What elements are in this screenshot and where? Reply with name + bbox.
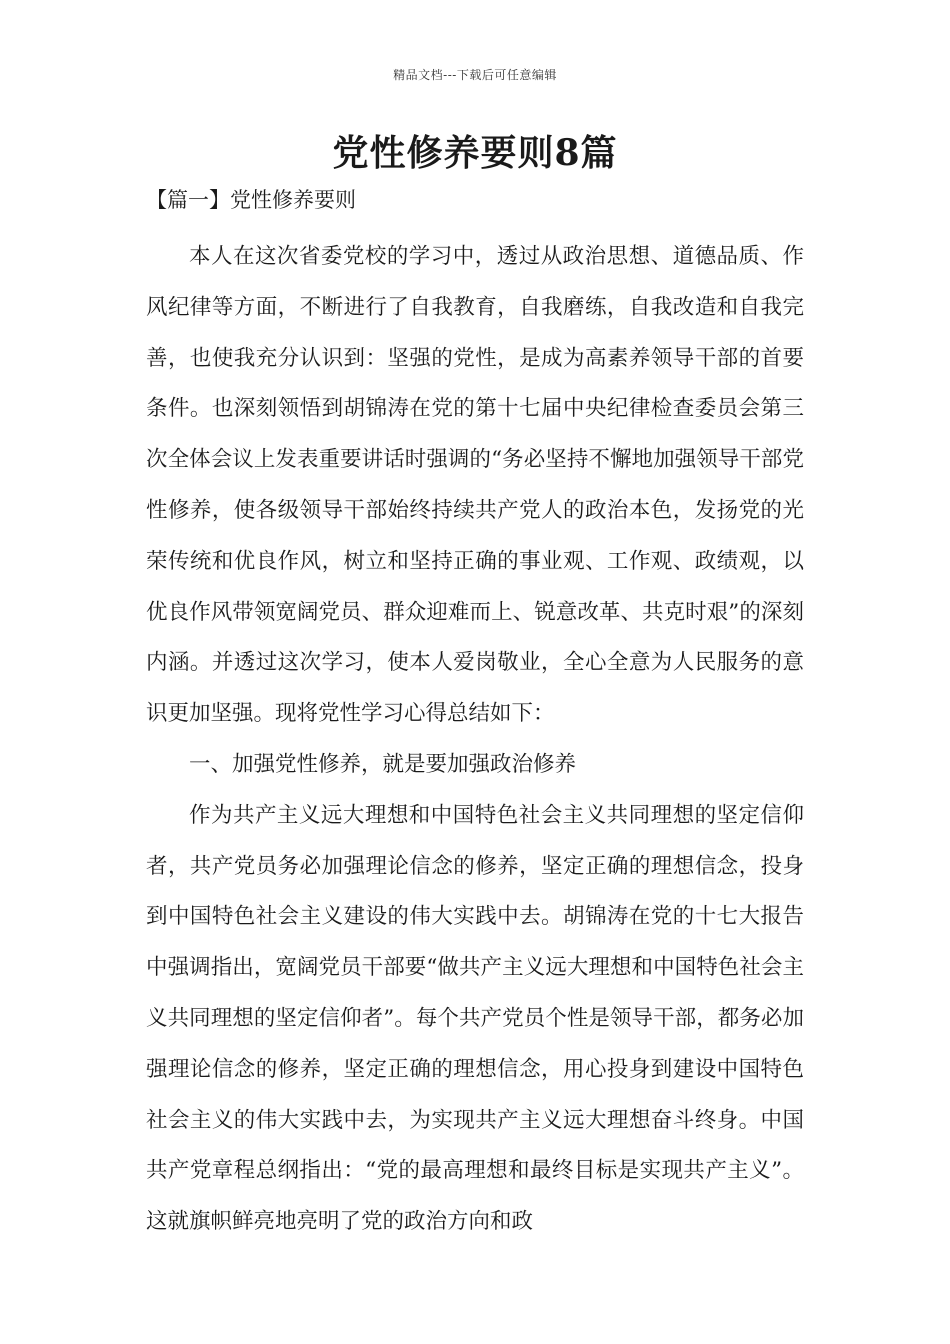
body-paragraph: 本人在这次省委党校的学习中，透过从政治思想、道德品质、作风纪律等方面，不断进行了自我教育，自我磨练，自我改造和自我完善，也使我充分认识到：坚强的党性，是成为高素养领导干部的首要条件。也深刻领悟到胡锦涛在党的第十七届中央纪律检查委员会第三次全体会议上发表重要讲话时强调的“务必坚持不懈地加强领导干部党性修养，使各级领导干部始终持续共产党人的政治本色，发扬党的光荣传统和优良作风，树立和坚持正确的事业观、工作观、政绩观，以优良作风带领宽阔党员、群众迎难而上、锐意改革、共克时艰”的深刻内涵。并透过这次学习，使本人爱岗敬业，全心全意为人民服务的意识更加坚强。现将党性学习心得总结如下：: [146, 244, 804, 727]
page-header: 精品文档---下载后可任意编辑: [393, 68, 557, 82]
section-heading: 【篇一】党性修养要则: [146, 188, 356, 212]
body-paragraph: 作为共产主义远大理想和中国特色社会主义共同理想的坚定信仰者，共产党员务必加强理论信念的修养，坚定正确的理想信念，投身到中国特色社会主义建设的伟大实践中去。胡锦涛在党的十七大报告中强调指出，宽阔党员干部要“做共产主义远大理想和中国特色社会主义共同理想的坚定信仰者”。每个共产党员个性是领导干部，都务必加强理论信念的修养，坚定正确的理想信念，用心投身到建设中国特色社会主义的伟大实践中去，为实现共产主义远大理想奋斗终身。中国共产党章程总纲指出：“党的最高理想和最终目标是实现共产主义”。这就旗帜鲜亮地亮明了党的政治方向和政: [146, 802, 804, 1235]
document-title: 党性修养要则8篇: [332, 132, 618, 174]
body-subheading: 一、加强党性修养，就是要加强政治修养: [189, 751, 577, 777]
document-body: [146, 232, 804, 1248]
